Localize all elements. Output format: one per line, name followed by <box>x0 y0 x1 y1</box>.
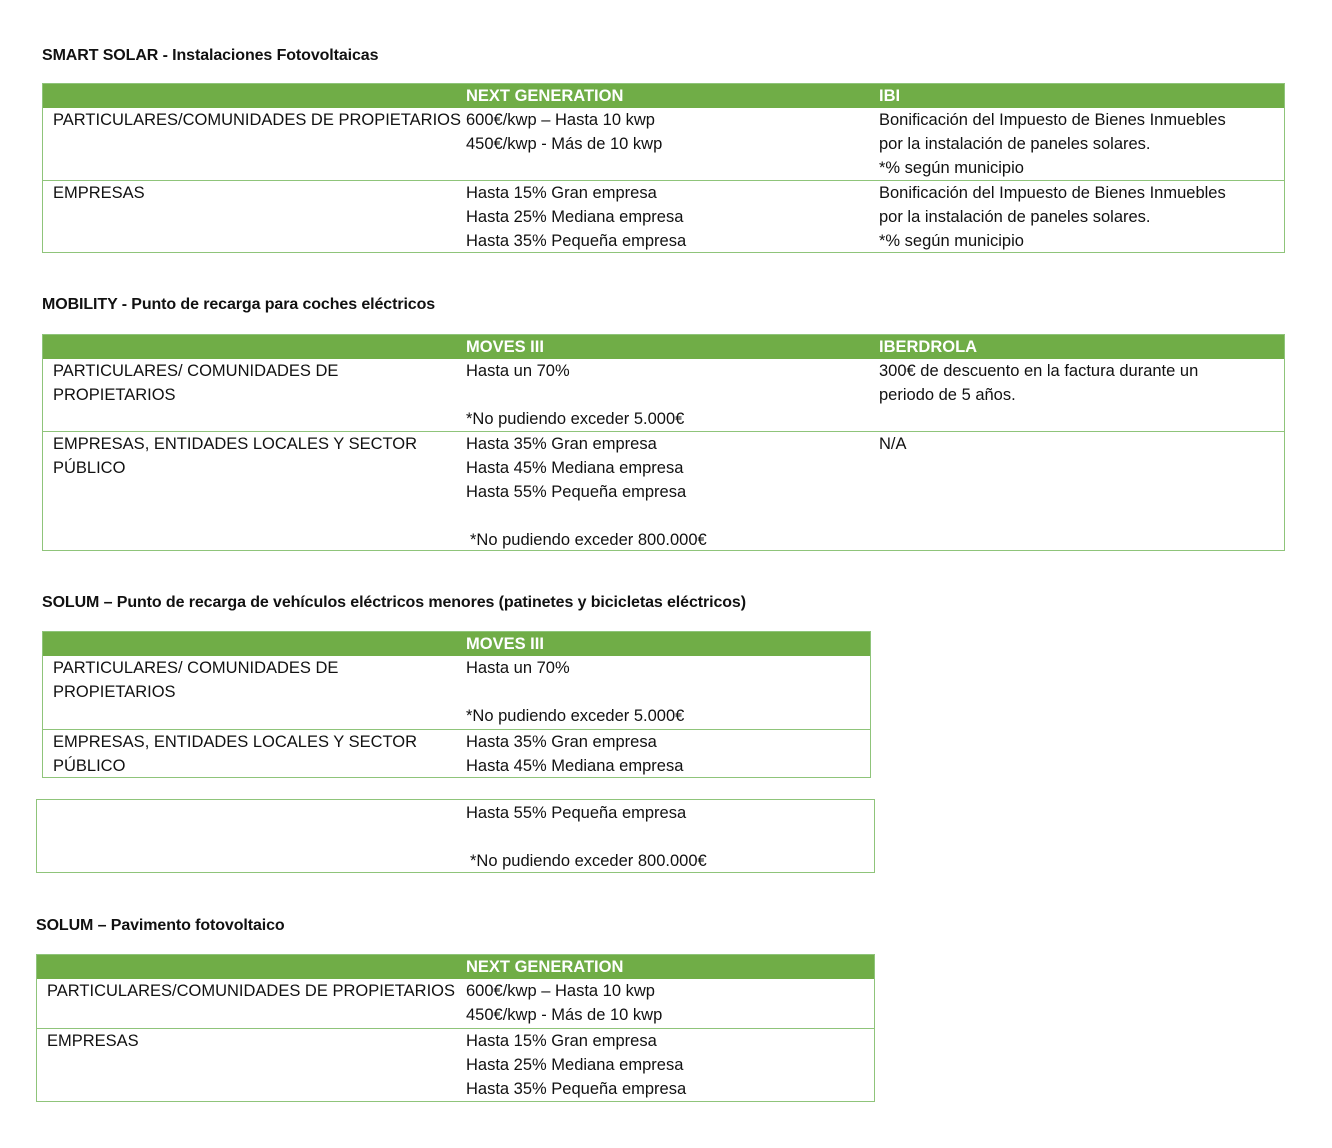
table-header <box>43 335 1284 359</box>
section-title-smart-solar: SMART SOLAR - Instalaciones Fotovoltaicas <box>42 47 379 64</box>
next-generation-cell: 600€/kwp – Hasta 10 kwp 450€/kwp - Más de 10 kwp <box>466 982 663 1024</box>
table-header <box>37 955 874 979</box>
table-row <box>43 108 1284 180</box>
row-label: PARTICULARES/ COMUNIDADES DE PROPIETARIOS <box>53 659 339 701</box>
iberdrola-cell: 300€ de descuento en la factura durante un periodo de 5 años. <box>879 362 1199 404</box>
header-moves-iii: MOVES III <box>466 635 544 653</box>
table-row <box>43 180 1284 252</box>
moves-iii-cell: Hasta un 70% *No pudiendo exceder 5.000€ <box>466 659 685 725</box>
next-generation-cell: Hasta 15% Gran empresa Hasta 25% Mediana empresa Hasta 35% Pequeña empresa <box>466 184 687 250</box>
next-generation-cell: 600€/kwp – Hasta 10 kwp 450€/kwp - Más de 10 kwp <box>466 111 663 153</box>
table-smart-solar <box>42 83 1285 253</box>
section-title-mobility: MOBILITY - Punto de recarga para coches eléctricos <box>42 296 436 313</box>
header-iberdrola: IBERDROLA <box>879 338 978 356</box>
table-mobility <box>42 334 1285 551</box>
row-label: EMPRESAS <box>53 184 145 202</box>
table-solum-pavimento <box>36 954 875 1102</box>
row-label: PARTICULARES/COMUNIDADES DE PROPIETARIOS <box>47 982 455 1000</box>
moves-iii-cell: Hasta 35% Gran empresa Hasta 45% Mediana empresa <box>466 733 684 775</box>
ibi-cell: Bonificación del Impuesto de Bienes Inmuebles por la instalación de paneles solares. *% según municipio <box>879 111 1226 177</box>
row-label: EMPRESAS, ENTIDADES LOCALES Y SECTOR PÚBLICO <box>53 435 418 477</box>
table-solum-recarga <box>42 631 871 778</box>
table-header <box>43 84 1284 108</box>
table-solum-recarga-continuation <box>36 799 875 873</box>
table-row <box>37 979 874 1028</box>
table-row <box>43 729 870 777</box>
row-label: PARTICULARES/ COMUNIDADES DE PROPIETARIOS <box>53 362 339 404</box>
header-next-generation: NEXT GENERATION <box>466 87 624 105</box>
row-label: EMPRESAS, ENTIDADES LOCALES Y SECTOR PÚBLICO <box>53 733 418 775</box>
moves-iii-cell: Hasta un 70% *No pudiendo exceder 5.000€ <box>466 362 685 428</box>
header-next-generation: NEXT GENERATION <box>466 958 624 976</box>
section-title-solum-recarga: SOLUM – Punto de recarga de vehículos eléctricos menores (patinetes y bicicletas eléctricos) <box>42 594 746 611</box>
header-moves-iii: MOVES III <box>466 338 544 356</box>
moves-iii-cell: Hasta 35% Gran empresa Hasta 45% Mediana empresa Hasta 55% Pequeña empresa *No pudiendo exceder 800.000€ <box>466 435 707 549</box>
table-row <box>37 1028 874 1101</box>
section-title-solum-pavimento: SOLUM – Pavimento fotovoltaico <box>36 917 285 934</box>
table-row <box>43 431 1284 550</box>
header-ibi: IBI <box>879 87 901 105</box>
next-generation-cell: Hasta 15% Gran empresa Hasta 25% Mediana empresa Hasta 35% Pequeña empresa <box>466 1032 687 1098</box>
row-label: EMPRESAS <box>47 1032 139 1050</box>
table-row <box>43 359 1284 431</box>
table-header <box>43 632 870 656</box>
table-row <box>43 656 870 729</box>
row-label: PARTICULARES/COMUNIDADES DE PROPIETARIOS <box>53 111 461 129</box>
moves-iii-cell: Hasta 55% Pequeña empresa *No pudiendo exceder 800.000€ <box>466 804 707 870</box>
ibi-cell: Bonificación del Impuesto de Bienes Inmuebles por la instalación de paneles solares. *% según municipio <box>879 184 1226 250</box>
iberdrola-cell: N/A <box>879 435 907 453</box>
